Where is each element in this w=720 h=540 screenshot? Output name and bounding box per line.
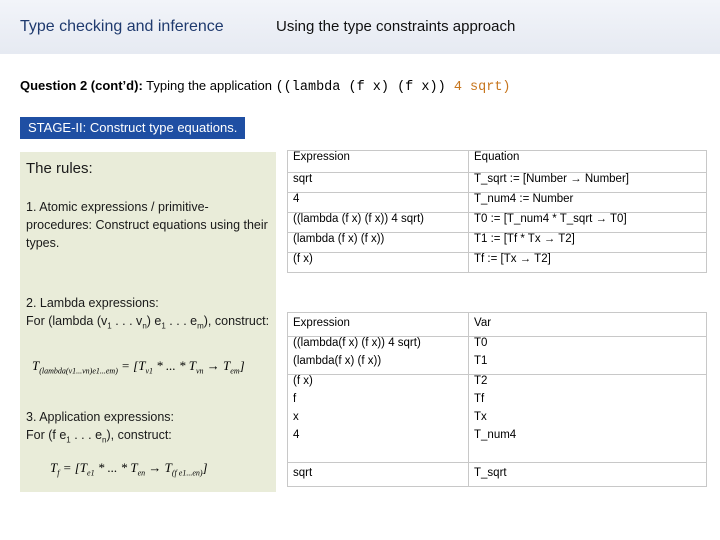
question-text: Typing the application	[146, 78, 272, 93]
slide-subtitle: Using the type constraints approach	[276, 18, 516, 35]
table-row: T_num4	[469, 429, 707, 463]
var-col-var: Var	[469, 313, 707, 337]
slide-title: Type checking and inference	[20, 18, 224, 35]
rules-panel	[20, 152, 276, 492]
application-formula: $T_f = [T_{e1}$ * ... * $T_{en} \to T_{(f e1...en)}$]	[50, 460, 208, 478]
table-row: T0	[469, 337, 707, 355]
table-row: sqrt	[288, 463, 469, 487]
variables-table	[287, 312, 707, 487]
rules-heading: The rules:	[26, 160, 93, 177]
table-row: f	[288, 393, 469, 411]
table-row: ((lambda (f x) (f x)) 4 sqrt)	[288, 213, 469, 233]
table-row: T_sqrt	[469, 463, 707, 487]
var-col-expression: Expression	[288, 313, 469, 337]
table-row: T2	[469, 375, 707, 393]
table-row: 4	[288, 193, 469, 213]
question-expression	[276, 80, 511, 95]
eq-col-equation: Equation	[469, 151, 707, 173]
rule-1-title: 1. Atomic expressions / primitive-procedures:	[26, 200, 209, 232]
table-row: T_num4 := Number	[469, 193, 707, 213]
rule-3-title: 3. Application expressions:	[26, 410, 175, 424]
equations-table	[287, 150, 707, 273]
stage-label: STAGE-II:	[28, 120, 87, 135]
rule-1	[26, 198, 274, 252]
expr-tail: sqrt)	[470, 80, 511, 95]
rule-1-text: Construct equations using their types.	[26, 218, 268, 250]
table-row: (f x)	[288, 253, 469, 273]
rule-2-text: For (lambda ($v_1$ . . . $v_n$) $e_1$ . . . $e_m$), construct:	[26, 314, 270, 331]
rule-2-title: 2. Lambda expressions:	[26, 296, 159, 310]
table-row: Tx	[469, 411, 707, 429]
table-row: 4	[288, 429, 469, 463]
table-row: T1	[469, 355, 707, 375]
table-row: Tf := [Tx → T2]	[469, 253, 707, 273]
question-label: Question 2 (cont’d):	[20, 78, 143, 93]
table-row: (lambda(f x) (f x))	[288, 355, 469, 375]
rule-3	[26, 408, 274, 450]
table-row: sqrt	[288, 173, 469, 193]
stage-banner	[20, 117, 245, 139]
table-row: Tf	[469, 393, 707, 411]
table-row: T0 := [T_num4 * T_sqrt → T0]	[469, 213, 707, 233]
lambda-formula: $T_{(lambda(v1...vn)e1...em)} = [T_{v1}$ * ... * $T_{vn} \to T_{em}$]	[32, 358, 245, 376]
table-row: T1 := [Tf * Tx → T2]	[469, 233, 707, 253]
table-row: ((lambda(f x) (f x)) 4 sqrt)	[288, 337, 469, 355]
table-row: (f x)	[288, 375, 469, 393]
question-line	[20, 78, 511, 95]
rule-2	[26, 294, 274, 336]
eq-col-expression: Expression	[288, 151, 469, 173]
expr-head: ((lambda (f x) (f x))	[275, 80, 446, 95]
table-row: x	[288, 411, 469, 429]
table-row: T_sqrt := [Number → Number]	[469, 173, 707, 193]
expr-number: 4	[453, 80, 462, 95]
rule-3-text: For (f $e_1$ . . . $e_n$), construct:	[26, 428, 172, 445]
stage-text: Construct type equations.	[89, 120, 238, 135]
table-row: (lambda (f x) (f x))	[288, 233, 469, 253]
